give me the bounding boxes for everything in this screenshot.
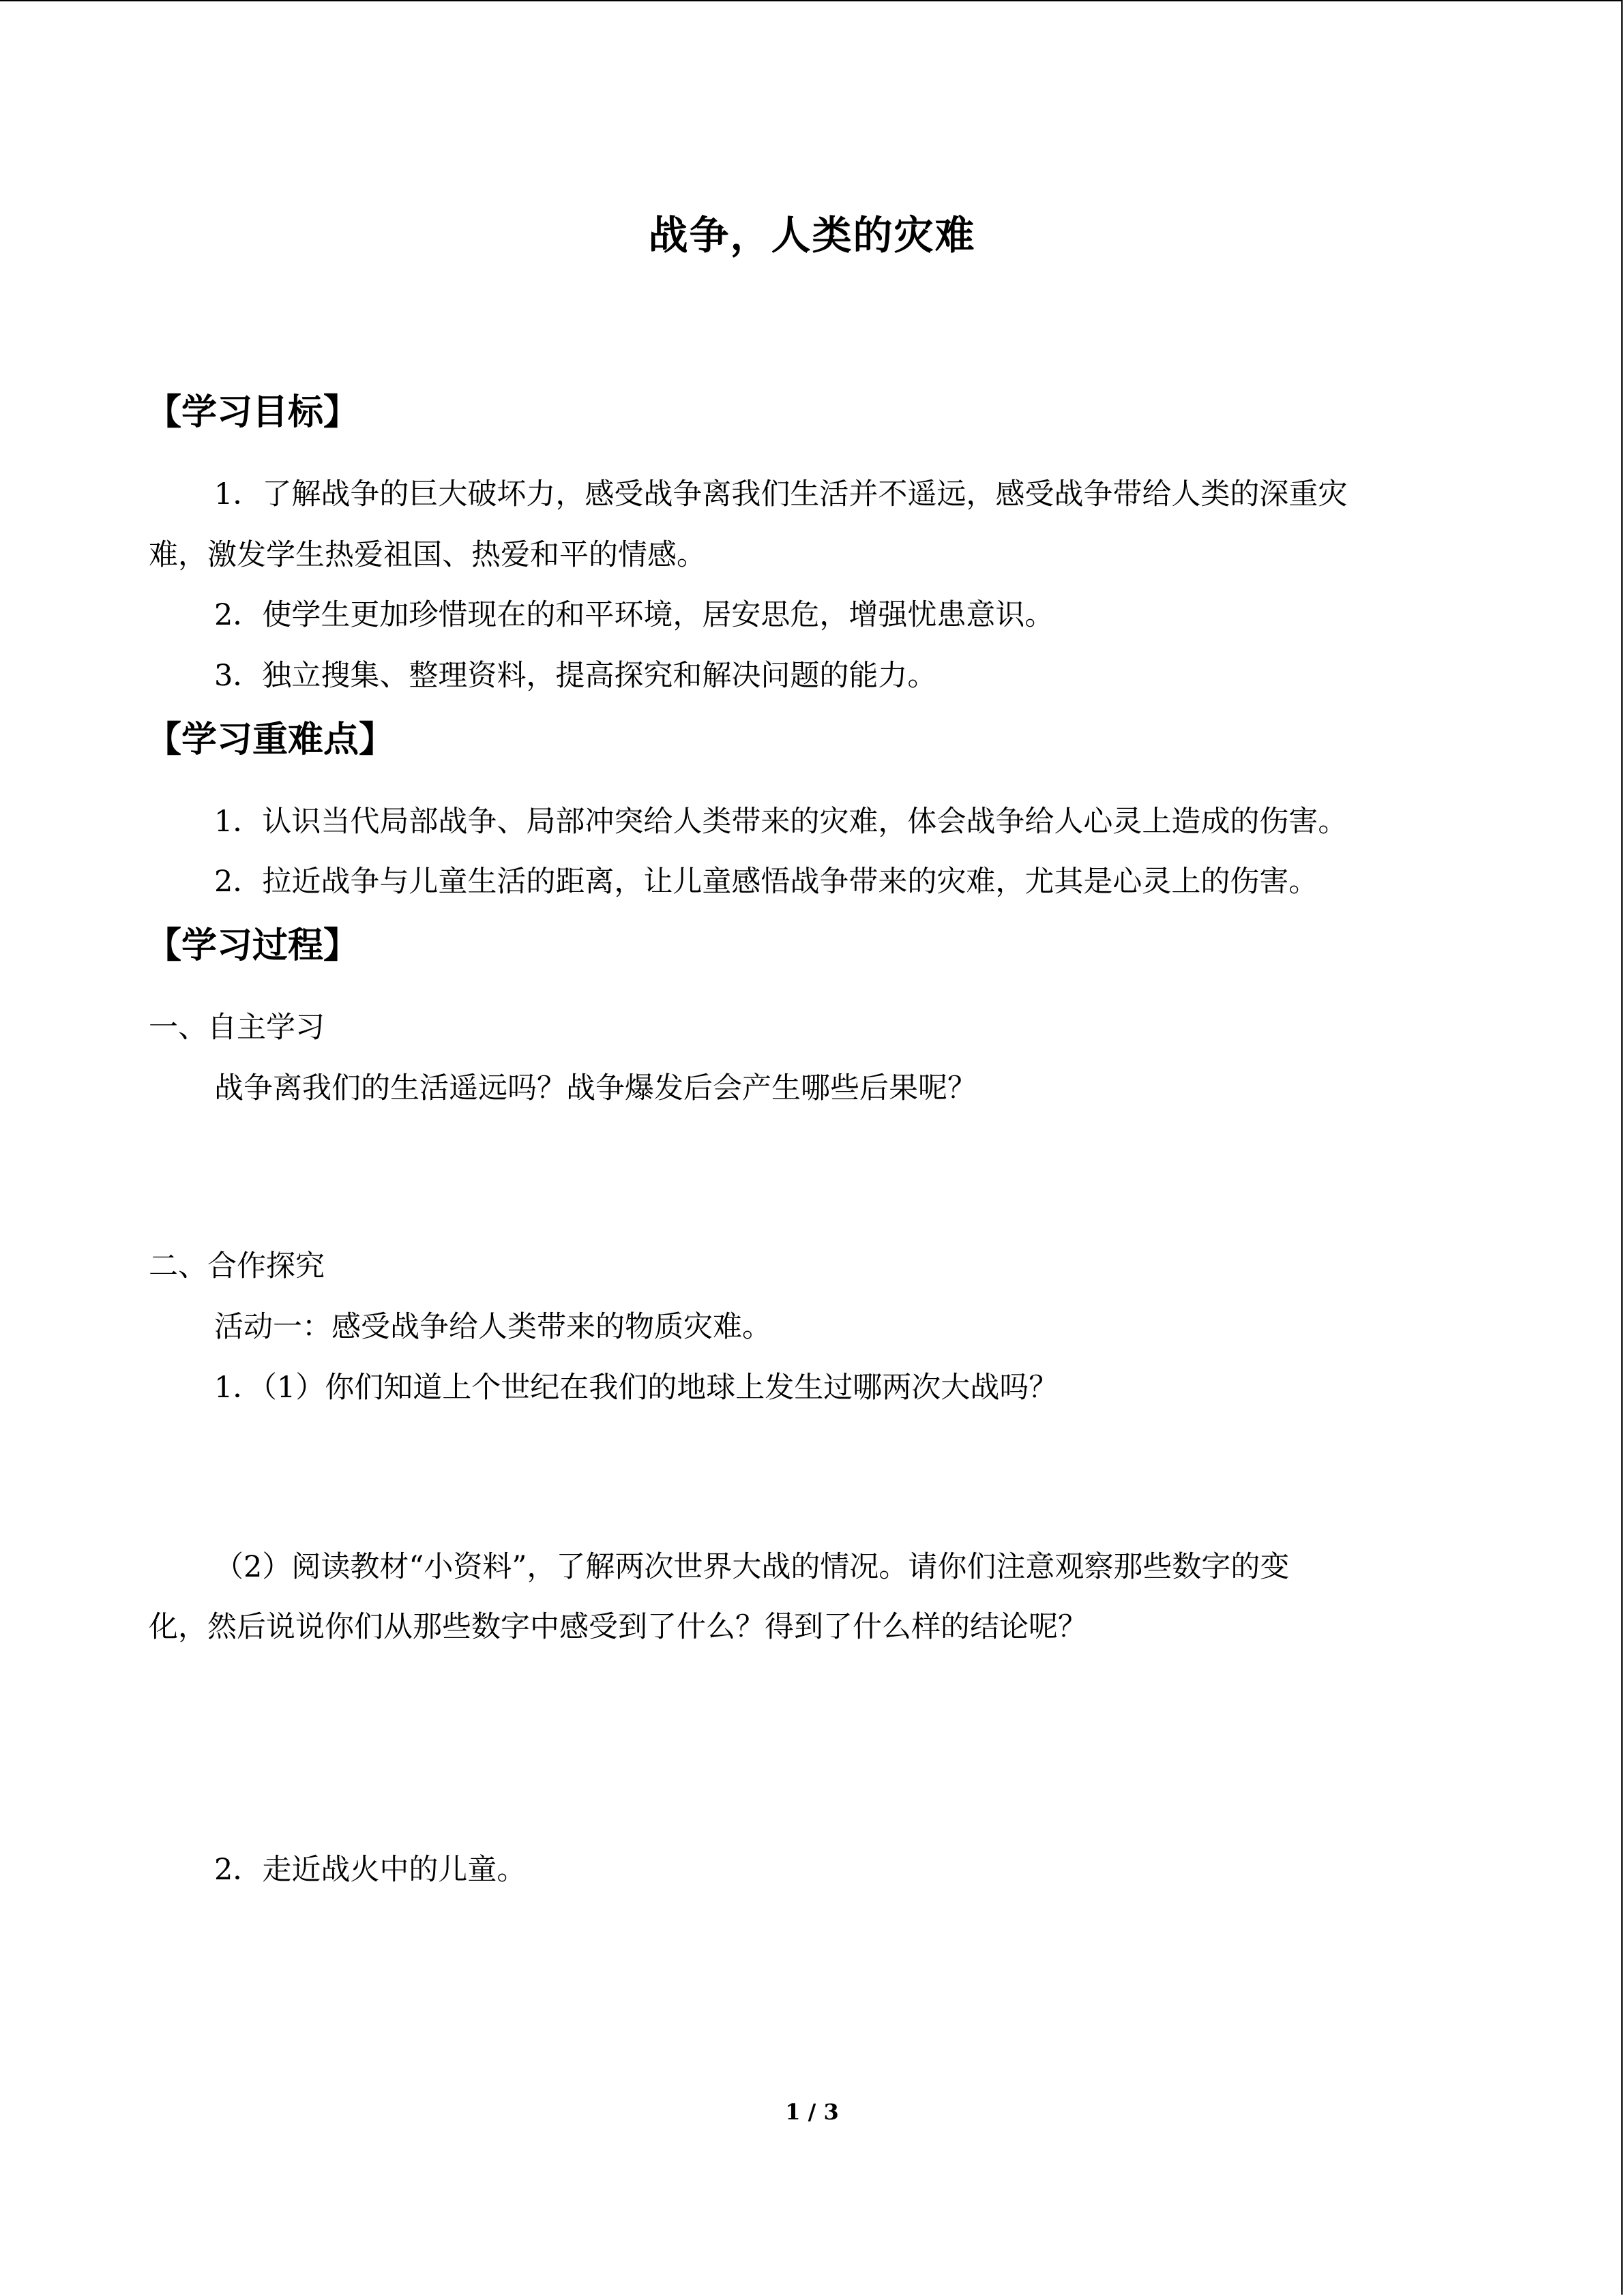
part2-label: 二、合作探究 — [149, 1249, 325, 1283]
objective-1-line-2: 难，激发学生热爱祖国、热爱和平的情感。 — [149, 538, 706, 572]
page-number: 1 / 3 — [785, 2099, 839, 2125]
objective-3: 3．独立搜集、整理资料，提高探究和解决问题的能力。 — [214, 659, 937, 693]
page-title: 战争，人类的灾难 — [648, 212, 976, 258]
question-1-2-line-2: 化，然后说说你们从那些数字中感受到了什么？得到了什么样的结论呢？ — [149, 1610, 1087, 1644]
objective-1-line-1: 1．了解战争的巨大破坏力，感受战争离我们生活并不遥远，感受战争带给人类的深重灾 — [214, 477, 1348, 511]
objective-2: 2．使学生更加珍惜现在的和平环境，居安思危，增强忧患意识。 — [214, 598, 1054, 632]
part1-label: 一、自主学习 — [149, 1011, 325, 1045]
key-point-2: 2．拉近战争与儿童生活的距离，让儿童感悟战争带来的灾难，尤其是心灵上的伤害。 — [214, 865, 1318, 899]
question-1-2-line-1: （2）阅读教材“小资料”，了解两次世界大战的情况。请你们注意观察那些数字的变 — [214, 1550, 1290, 1584]
question-1-1: 1．（1）你们知道上个世纪在我们的地球上发生过哪两次大战吗？ — [214, 1371, 1059, 1405]
process-heading: 【学习过程】 — [146, 925, 359, 966]
key-points-heading: 【学习重难点】 — [146, 719, 395, 760]
key-point-1: 1．认识当代局部战争、局部冲突给人类带来的灾难，体会战争给人心灵上造成的伤害。 — [214, 805, 1348, 839]
question-2: 2．走近战火中的儿童。 — [214, 1853, 527, 1887]
part1-question: 战争离我们的生活遥远吗？战争爆发后会产生哪些后果呢？ — [214, 1071, 977, 1105]
objectives-heading: 【学习目标】 — [146, 391, 359, 433]
activity1-title: 活动一：感受战争给人类带来的物质灾难。 — [214, 1310, 771, 1344]
